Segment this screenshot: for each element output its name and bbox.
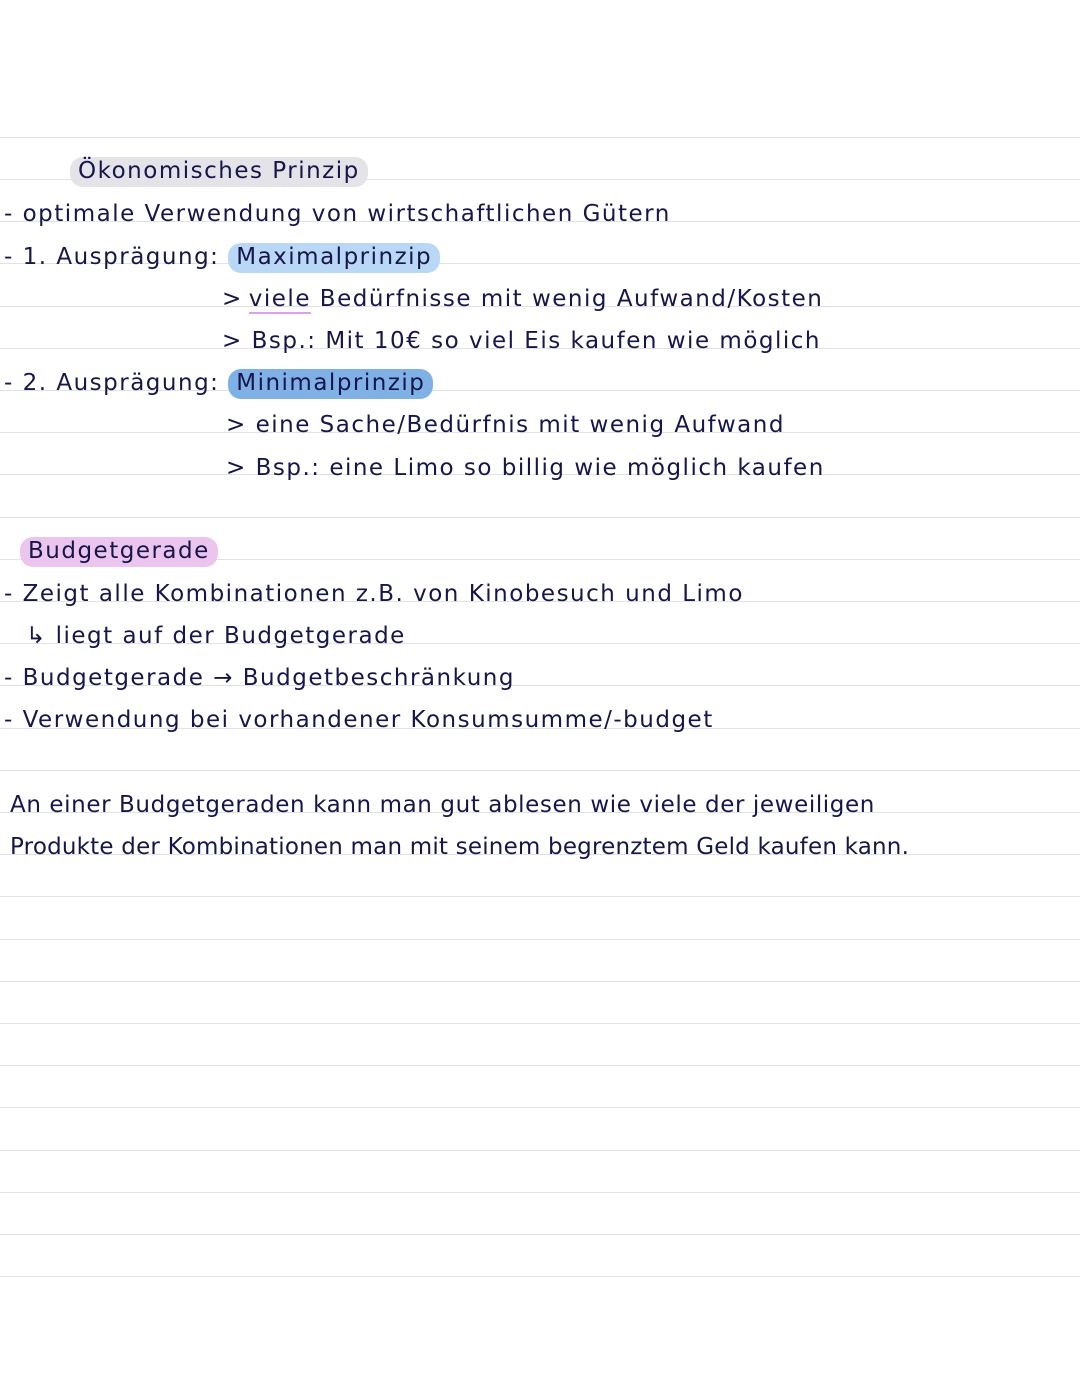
auspraegung1-prefix: - 1. Ausprägung: <box>4 244 220 270</box>
auspraegung1-bullet1 <box>222 284 823 314</box>
ruling-line <box>0 1023 1080 1024</box>
section2-line1: - Zeigt alle Kombinationen z.B. von Kinobesuch und Limo <box>4 581 744 607</box>
section1-title: Ökonomisches Prinzip <box>70 157 368 187</box>
ruling-line <box>0 1276 1080 1277</box>
section2-line4: - Verwendung bei vorhandener Konsumsumme/-budget <box>4 707 714 733</box>
paragraph-line1: An einer Budgetgeraden kann man gut ablesen wie viele der jeweiligen <box>10 792 875 818</box>
ruling-line <box>0 137 1080 138</box>
section2-line2: ↳ liegt auf der Budgetgerade <box>26 623 406 649</box>
section2-line3: - Budgetgerade → Budgetbeschränkung <box>4 665 515 691</box>
maximalprinzip-term: Maximalprinzip <box>228 243 440 273</box>
ruling-line <box>0 770 1080 771</box>
section2-title: Budgetgerade <box>20 537 218 567</box>
ruling-line <box>0 1192 1080 1193</box>
ruling-line <box>0 939 1080 940</box>
section2-heading-row <box>20 536 218 566</box>
minimalprinzip-term: Minimalprinzip <box>228 369 433 399</box>
ruling-line <box>0 1065 1080 1066</box>
auspraegung2-bullet1: > eine Sache/Bedürfnis mit wenig Aufwand <box>226 412 785 438</box>
ruling-line <box>0 1234 1080 1235</box>
auspraegung2-row <box>4 368 433 398</box>
bullet-arrow: > <box>222 286 243 312</box>
section1-line1: - optimale Verwendung von wirtschaftlichen Gütern <box>4 201 671 227</box>
auspraegung1-row <box>4 242 440 272</box>
ruling-line <box>0 1107 1080 1108</box>
ruling-line <box>0 517 1080 518</box>
bullet1-rest: Bedürfnisse mit wenig Aufwand/Kosten <box>319 286 824 312</box>
auspraegung2-bullet2: > Bsp.: eine Limo so billig wie möglich kaufen <box>226 455 825 481</box>
paragraph-line2: Produkte der Kombinationen man mit seinem begrenztem Geld kaufen kann. <box>10 834 910 860</box>
auspraegung2-prefix: - 2. Ausprägung: <box>4 370 220 396</box>
auspraegung1-bullet2: > Bsp.: Mit 10€ so viel Eis kaufen wie möglich <box>222 328 821 354</box>
ruling-line <box>0 1150 1080 1151</box>
section1-heading-row <box>70 156 368 186</box>
ruling-line <box>0 896 1080 897</box>
underlined-word: viele <box>248 286 311 312</box>
ruling-line <box>0 981 1080 982</box>
